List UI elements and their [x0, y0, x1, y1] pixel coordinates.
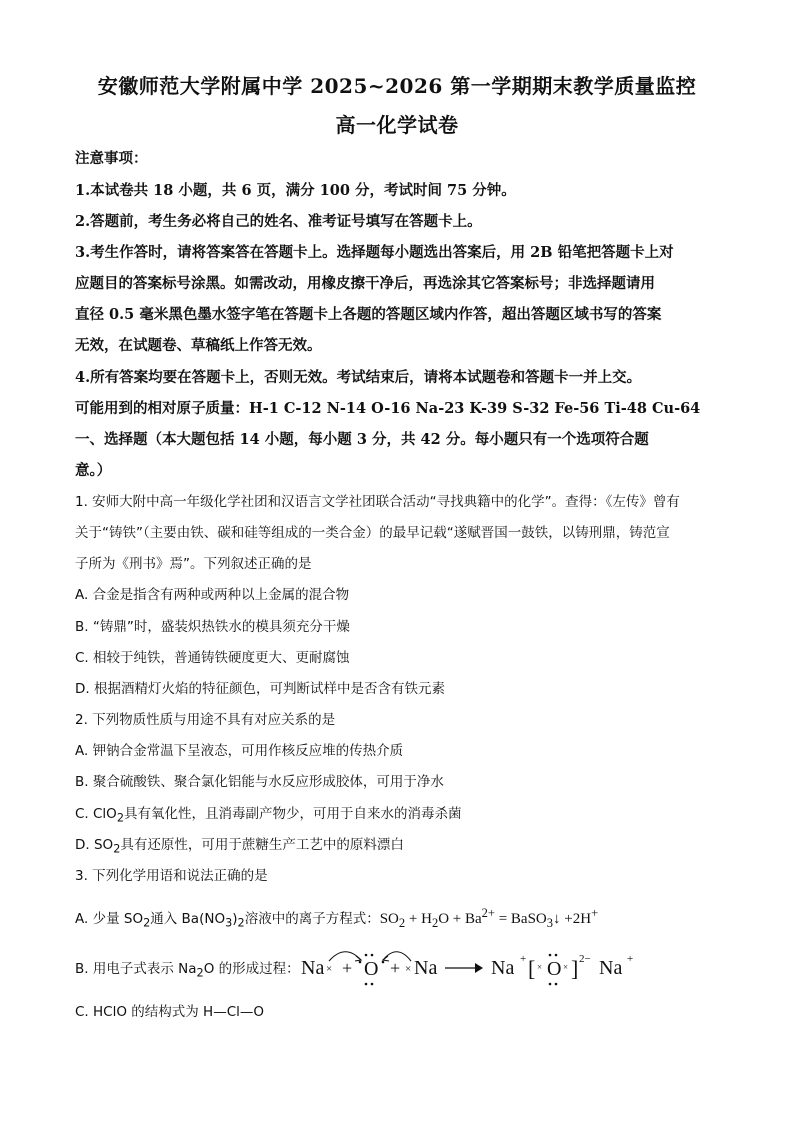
svg-text:Na: Na [599, 957, 623, 979]
q1-option-d: D. 根据酒精灯火焰的特征颜色，可判断试样中是否含有铁元素 [75, 681, 445, 697]
svg-text:×: × [563, 962, 569, 972]
atomic-mass-line: 可能用到的相对原子质量：H-1 C-12 N-14 O-16 Na-23 K-39 S-32 Fe-56 Ti-48 Cu-64 [75, 400, 701, 417]
svg-text:O: O [364, 958, 379, 980]
q3-option-a: A. 少量 $SO_2$通入 $Ba(NO_3)_2$溶液中的离子方程式：$SO_2 + H_2O + Ba^{2+}$ = BaSO$_3$↓ +2H+ [75, 906, 599, 930]
q3-stem: 3. 下列化学用语和说法正确的是 [75, 868, 268, 884]
electron-formula-diagram [297, 943, 697, 989]
q1-stem-line-3: 子所为《刑书》焉”。下列叙述正确的是 [75, 556, 312, 572]
svg-text:Na: Na [414, 957, 438, 979]
notice-item-4: 4.所有答案均要在答题卡上，否则无效。考试结束后，请将本试题卷和答题卡一并上交。 [75, 369, 642, 386]
q1-stem-line-2: 关于“铸铁”（主要由铁、碳和硅等组成的一类合金）的最早记载“遂赋晋国一鼓铁，以铸刑鼎，铸范宣 [75, 525, 670, 541]
notice-item-1: 1.本试卷共 18 小题，共 6 页，满分 100 分，考试时间 75 分钟。 [75, 182, 516, 199]
electron-dot [371, 954, 374, 957]
svg-text:2−: 2− [579, 953, 591, 965]
q1-option-c: C. 相较于纯铁，普通铸铁硬度更大、更耐腐蚀 [75, 650, 350, 666]
svg-text:+: + [390, 958, 401, 978]
q3-option-c: C. HClO 的结构式为 H—Cl—O [75, 1004, 264, 1020]
electron-dot [371, 983, 374, 986]
q2-option-d: D. $SO_2$具有还原性，可用于蔗糖生产工艺中的原料漂白 [75, 837, 404, 856]
electron-dot [365, 954, 368, 957]
q1-stem-line-1: 1. 安师大附中高一年级化学社团和汉语言文学社团联合活动“寻找典籍中的化学”。查得：《左传》曾有 [75, 494, 680, 510]
electron-dot [359, 961, 362, 964]
q2-stem: 2. 下列物质性质与用途不具有对应关系的是 [75, 712, 336, 728]
notice-heading: 注意事项： [75, 150, 148, 167]
q3-option-b: B. 用电子式表示 $Na_2O$ 的形成过程： Na × + O + × Na Na + [ × O × ] 2− Na + [75, 951, 695, 985]
svg-text:×: × [537, 962, 543, 972]
electron-dot [382, 961, 385, 964]
q2-option-b: B. 聚合硫酸铁、聚合氯化铝能与水反应形成胶体，可用于净水 [75, 774, 444, 790]
q1-option-a: A. 合金是指含有两种或两种以上金属的混合物 [75, 587, 350, 603]
q2-option-c: C. ClO$_2$具有氧化性，且消毒副产物少，可用于自来水的消毒杀菌 [75, 806, 462, 825]
notice-item-3-line-2: 应题目的答案标号涂黑。如需改动，用橡皮擦干净后，再选涂其它答案标号；非选择题请用 [75, 275, 655, 292]
svg-text:×: × [326, 963, 333, 975]
svg-text:O: O [547, 958, 562, 980]
exam-title: 安徽师范大学附属中学 2025~2026 第一学期期末教学质量监控 [97, 74, 697, 98]
q1-option-b: B. “铸鼎”时，盛装炽热铁水的模具须充分干燥 [75, 619, 350, 635]
svg-text:[: [ [528, 956, 536, 981]
svg-text:×: × [405, 963, 412, 975]
section-heading-line-2: 意。） [75, 462, 112, 479]
exam-subtitle: 高一化学试卷 [335, 113, 459, 137]
ionic-equation: $SO_2 + H_2O + Ba^{2+}$ = BaSO$_3$↓ +2H+ [379, 906, 599, 930]
section-heading-line-1: 一、选择题（本大题包括 14 小题，每小题 3 分，共 42 分。每小题只有一个选项符合题 [75, 431, 649, 448]
notice-item-3-line-3: 直径 0.5 毫米黑色墨水签字笔在答题卡上各题的答题区域内作答，超出答题区域书写的答案 [75, 306, 662, 323]
notice-item-3-line-1: 3.考生作答时，请将答案答在答题卡上。选择题每小题选出答案后，用 2B 铅笔把答题卡上对 [75, 244, 674, 261]
notice-item-2: 2.答题前，考生务必将自己的姓名、准考证号填写在答题卡上。 [75, 213, 482, 230]
svg-text:]: ] [571, 956, 579, 981]
electron-dot [365, 983, 368, 986]
svg-text:Na: Na [491, 957, 515, 979]
svg-text:Na: Na [301, 957, 325, 979]
notice-item-3-line-4: 无效，在试题卷、草稿纸上作答无效。 [75, 337, 322, 354]
svg-text:+: + [520, 953, 527, 965]
svg-text:+: + [627, 953, 634, 965]
q2-option-a: A. 钾钠合金常温下呈液态，可用作核反应堆的传热介质 [75, 743, 404, 759]
svg-text:+: + [342, 958, 353, 978]
